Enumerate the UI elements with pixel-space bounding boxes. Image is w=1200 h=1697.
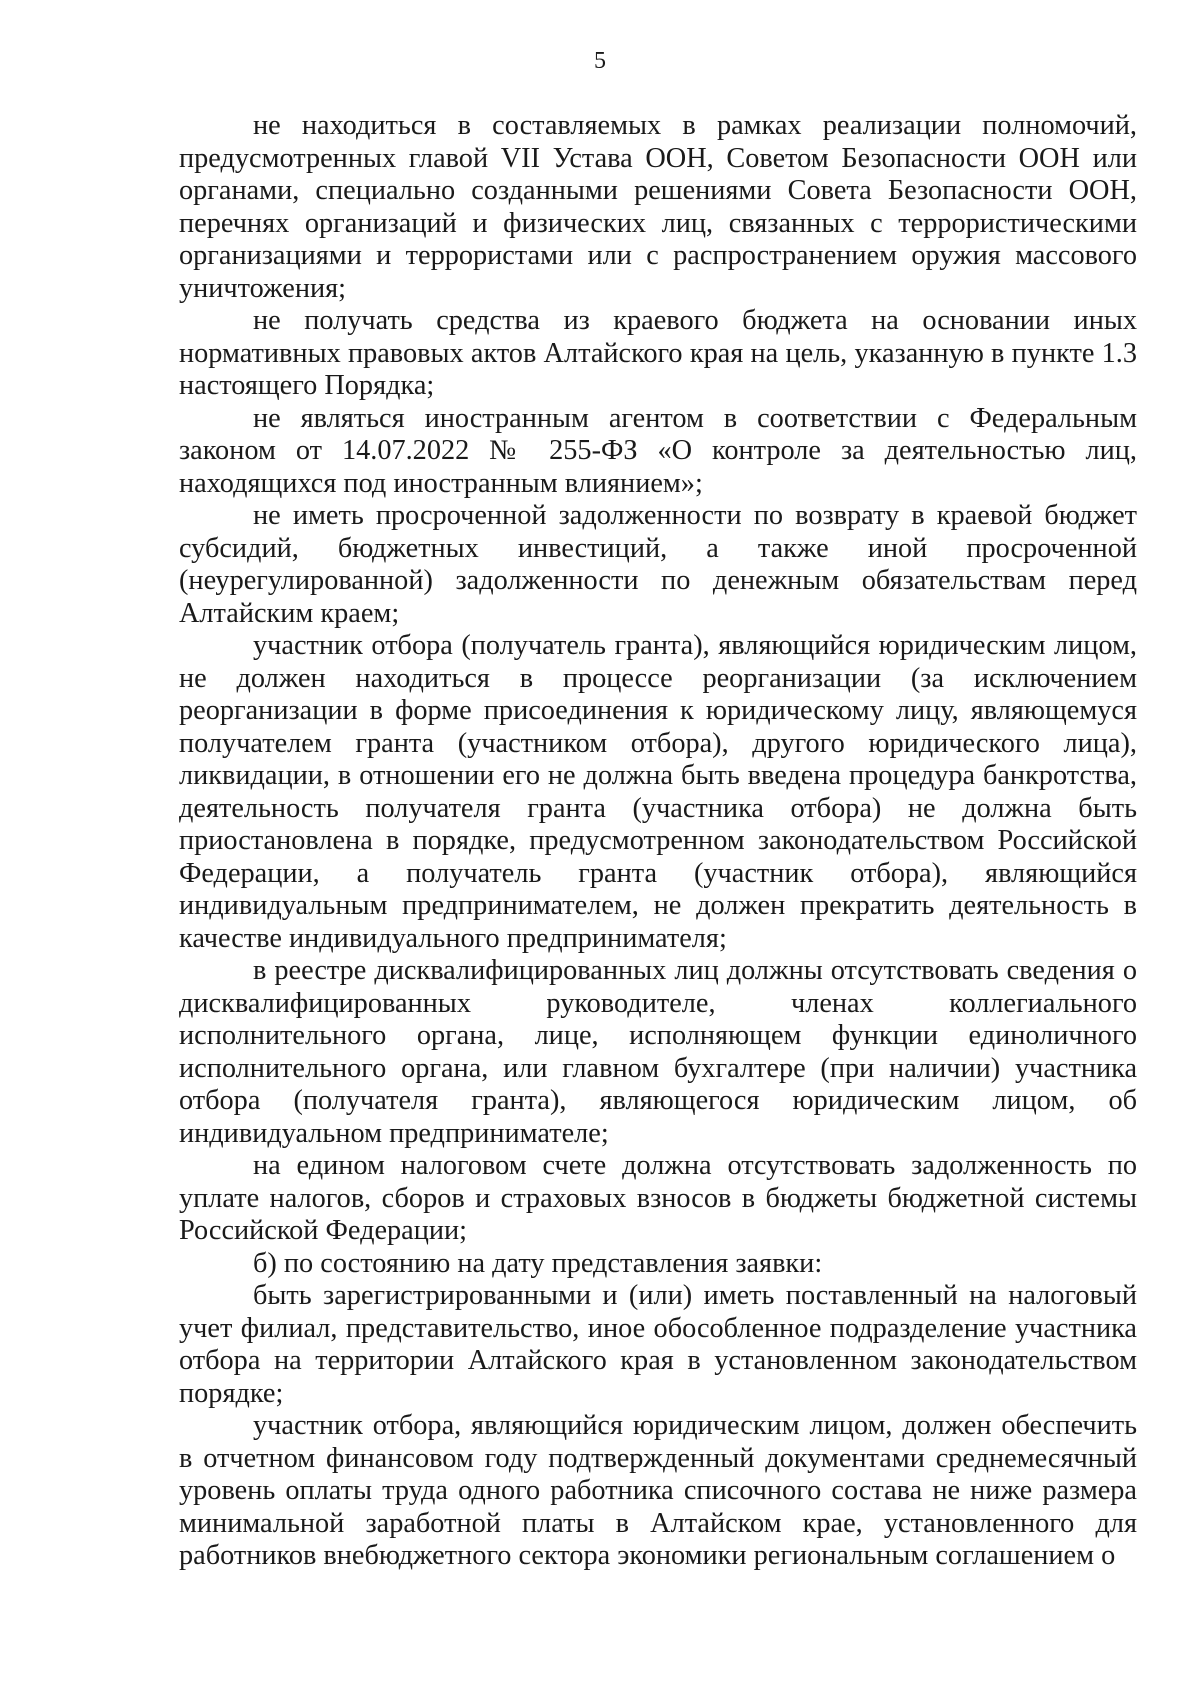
paragraph-disqualified-persons: в реестре дисквалифицированных лиц должны отсутствовать сведения о дисквалифицированных руководителе, членах коллегиального исполнительного органа, лице, исполняющем функции единоличного исполнительного органа, или главном бухгалтере (при наличии) участника отбора (получателя гранта), являющегося юридическим лицом, об индивидуальном предпринимателе; (179, 955, 1137, 1149)
page-number: 5 (594, 48, 606, 74)
paragraph-subsection-b: б) по состоянию на дату представления заявки: (253, 1247, 823, 1279)
document-body (179, 110, 1137, 1573)
paragraph-un-lists: не находиться в составляемых в рамках реализации полномочий, предусмотренных главой VII Устава ООН, Советом Безопасности ООН или органами, специально созданными решениями Совета Безопасности ООН, перечнях организаций и физических лиц, связанных с террористическими организациями и террористами или с распространением оружия массового уничтожения; (179, 110, 1137, 304)
paragraph-tax-account: на едином налоговом счете должна отсутствовать задолженность по уплате налогов, сборов и страховых взносов в бюджеты бюджетной системы Российской Федерации; (179, 1150, 1137, 1246)
paragraph-no-other-funds: не получать средства из краевого бюджета на основании иных нормативных правовых актов Алтайского края на цель, указанную в пункте 1.3 настоящего Порядка; (179, 305, 1137, 401)
paragraph-foreign-agent: не являться иностранным агентом в соответствии с Федеральным законом от 14.07.2022 № 255-ФЗ «О контроле за деятельностью лиц, находящихся под иностранным влиянием»; (179, 402, 1137, 499)
paragraph-overdue-debt: не иметь просроченной задолженности по возврату в краевой бюджет субсидий, бюджетных инвестиций, а также иной просроченной (неурегулированной) задолженности по денежным обязательствам перед Алтайским краем; (179, 500, 1137, 629)
paragraph-wage-level: участник отбора, являющийся юридическим лицом, должен обеспечить в отчетном финансовом году подтвержденный документами среднемесячный уровень оплаты труда одного работника списочного состава не ниже размера минимальной заработной платы в Алтайском крае, установленного для работников внебюджетного сектора экономики региональным соглашением о (179, 1410, 1137, 1571)
paragraph-reorganization: участник отбора (получатель гранта), являющийся юридическим лицом, не должен находиться в процессе реорганизации (за исключением реорганизации в форме присоединения к юридическому лицу, являющемуся получателем гранта (участником отбора), другого юридического лица), ликвидации, в отношении его не должна быть введена процедура банкротства, деятельность получателя гранта (участника отбора) не должна быть приостановлена в порядке, предусмотренном законодательством Российской Федерации, а получатель гранта (участник отбора), являющийся индивидуальным предпринимателем, не должен прекратить деятельность в качестве индивидуального предпринимателя; (179, 630, 1137, 954)
paragraph-registration: быть зарегистрированными и (или) иметь поставленный на налоговый учет филиал, представительство, иное обособленное подразделение участника отбора на территории Алтайского края в установленном законодательством порядке; (179, 1280, 1137, 1409)
